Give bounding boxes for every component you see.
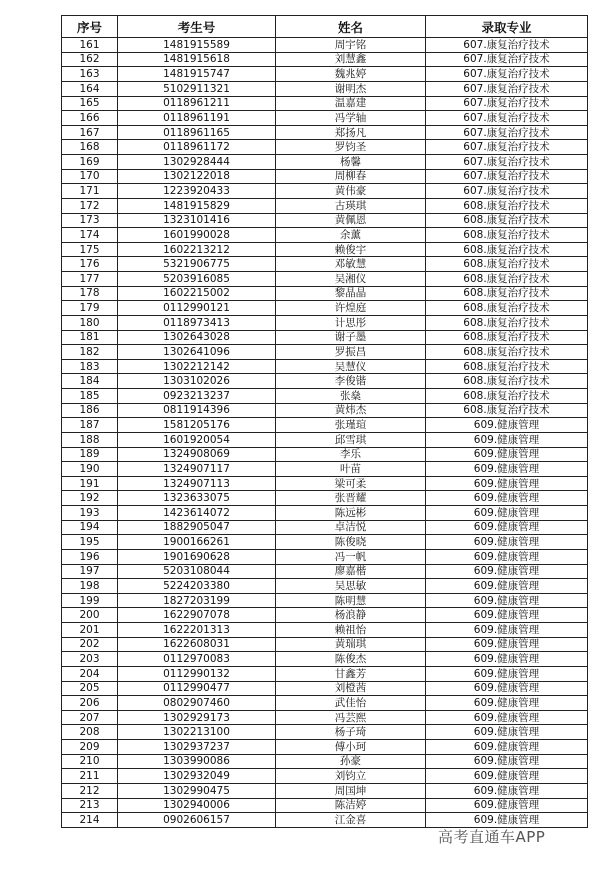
cell-seq: 211	[62, 769, 118, 784]
table-row	[62, 286, 588, 301]
cell-seq: 186	[62, 403, 118, 418]
table-row	[62, 96, 588, 111]
cell-seq: 184	[62, 374, 118, 389]
cell-seq: 189	[62, 447, 118, 462]
cell-major: 608.康复治疗技术	[426, 198, 588, 213]
table-row	[62, 198, 588, 213]
cell-major: 609.健康管理	[426, 652, 588, 667]
table-row	[62, 125, 588, 140]
table-row	[62, 330, 588, 345]
cell-major: 609.健康管理	[426, 623, 588, 638]
table-row	[62, 81, 588, 96]
cell-seq: 202	[62, 637, 118, 652]
cell-exam-id: 0118973413	[118, 315, 276, 330]
cell-name: 温嘉建	[276, 96, 426, 111]
cell-name: 周柳春	[276, 169, 426, 184]
cell-seq: 193	[62, 506, 118, 521]
cell-major: 607.康复治疗技术	[426, 140, 588, 155]
table-row	[62, 725, 588, 740]
cell-name: 甘鑫芳	[276, 666, 426, 681]
cell-name: 吴思敏	[276, 579, 426, 594]
cell-exam-id: 5203108044	[118, 564, 276, 579]
cell-exam-id: 1303990086	[118, 754, 276, 769]
cell-major: 609.健康管理	[426, 725, 588, 740]
cell-name: 魏兆婷	[276, 67, 426, 82]
table-row	[62, 462, 588, 477]
cell-exam-id: 0802907460	[118, 696, 276, 711]
cell-major: 609.健康管理	[426, 432, 588, 447]
cell-exam-id: 1602213212	[118, 242, 276, 257]
table-row	[62, 491, 588, 506]
cell-exam-id: 1324907117	[118, 462, 276, 477]
cell-name: 计思彤	[276, 315, 426, 330]
cell-major: 608.康复治疗技术	[426, 345, 588, 360]
cell-major: 609.健康管理	[426, 637, 588, 652]
cell-seq: 173	[62, 213, 118, 228]
cell-seq: 208	[62, 725, 118, 740]
cell-major: 608.康复治疗技术	[426, 374, 588, 389]
cell-exam-id: 0118961191	[118, 111, 276, 126]
table-row	[62, 447, 588, 462]
cell-exam-id: 0112990477	[118, 681, 276, 696]
table-row	[62, 769, 588, 784]
cell-major: 609.健康管理	[426, 798, 588, 813]
table-header	[62, 16, 588, 38]
cell-name: 黄瑞琪	[276, 637, 426, 652]
cell-exam-id: 1622608031	[118, 637, 276, 652]
table-body	[62, 38, 588, 828]
cell-name: 张晋耀	[276, 491, 426, 506]
cell-exam-id: 1302213100	[118, 725, 276, 740]
cell-seq: 163	[62, 67, 118, 82]
cell-exam-id: 1302990475	[118, 783, 276, 798]
table-row	[62, 242, 588, 257]
cell-exam-id: 1602215002	[118, 286, 276, 301]
cell-name: 江金喜	[276, 813, 426, 828]
cell-seq: 175	[62, 242, 118, 257]
cell-major: 609.健康管理	[426, 666, 588, 681]
cell-seq: 176	[62, 257, 118, 272]
table-row	[62, 389, 588, 404]
cell-exam-id: 1302932049	[118, 769, 276, 784]
cell-name: 李俊锴	[276, 374, 426, 389]
table-row	[62, 520, 588, 535]
cell-major: 609.健康管理	[426, 462, 588, 477]
table-row	[62, 52, 588, 67]
cell-seq: 188	[62, 432, 118, 447]
cell-seq: 182	[62, 345, 118, 360]
table-row	[62, 623, 588, 638]
cell-name: 傅小珂	[276, 740, 426, 755]
cell-exam-id: 1302641096	[118, 345, 276, 360]
cell-seq: 203	[62, 652, 118, 667]
cell-seq: 191	[62, 476, 118, 491]
cell-exam-id: 0112970083	[118, 652, 276, 667]
header-major: 录取专业	[426, 16, 588, 38]
cell-seq: 167	[62, 125, 118, 140]
cell-major: 608.康复治疗技术	[426, 228, 588, 243]
cell-seq: 164	[62, 81, 118, 96]
cell-major: 607.康复治疗技术	[426, 111, 588, 126]
cell-seq: 170	[62, 169, 118, 184]
cell-name: 杨浪静	[276, 608, 426, 623]
table-row	[62, 506, 588, 521]
cell-name: 杨馨	[276, 155, 426, 170]
cell-seq: 195	[62, 535, 118, 550]
table-row	[62, 476, 588, 491]
header-exam-id: 考生号	[118, 16, 276, 38]
cell-seq: 162	[62, 52, 118, 67]
cell-major: 609.健康管理	[426, 696, 588, 711]
cell-exam-id: 5321906775	[118, 257, 276, 272]
cell-exam-id: 1900166261	[118, 535, 276, 550]
table-row	[62, 549, 588, 564]
table-row	[62, 637, 588, 652]
cell-exam-id: 1302122018	[118, 169, 276, 184]
cell-seq: 180	[62, 315, 118, 330]
cell-major: 607.康复治疗技术	[426, 81, 588, 96]
cell-name: 张瑾瑄	[276, 418, 426, 433]
cell-exam-id: 1901690628	[118, 549, 276, 564]
cell-major: 609.健康管理	[426, 740, 588, 755]
table-row	[62, 652, 588, 667]
table-row	[62, 213, 588, 228]
cell-exam-id: 1622201313	[118, 623, 276, 638]
cell-seq: 168	[62, 140, 118, 155]
cell-exam-id: 0118961172	[118, 140, 276, 155]
cell-seq: 178	[62, 286, 118, 301]
cell-major: 608.康复治疗技术	[426, 359, 588, 374]
cell-major: 609.健康管理	[426, 447, 588, 462]
cell-seq: 161	[62, 38, 118, 53]
cell-seq: 210	[62, 754, 118, 769]
table-row	[62, 184, 588, 199]
cell-seq: 200	[62, 608, 118, 623]
cell-exam-id: 0811914396	[118, 403, 276, 418]
cell-seq: 209	[62, 740, 118, 755]
cell-exam-id: 1302929173	[118, 710, 276, 725]
table-row	[62, 140, 588, 155]
cell-exam-id: 1481915747	[118, 67, 276, 82]
cell-name: 梁可柔	[276, 476, 426, 491]
cell-seq: 192	[62, 491, 118, 506]
table-row	[62, 696, 588, 711]
cell-major: 608.康复治疗技术	[426, 257, 588, 272]
table-row	[62, 593, 588, 608]
cell-major: 609.健康管理	[426, 476, 588, 491]
cell-major: 609.健康管理	[426, 535, 588, 550]
cell-exam-id: 1323101416	[118, 213, 276, 228]
cell-major: 608.康复治疗技术	[426, 389, 588, 404]
cell-major: 609.健康管理	[426, 769, 588, 784]
cell-exam-id: 0923213237	[118, 389, 276, 404]
cell-major: 607.康复治疗技术	[426, 38, 588, 53]
cell-seq: 207	[62, 710, 118, 725]
cell-major: 609.健康管理	[426, 549, 588, 564]
cell-exam-id: 0118961211	[118, 96, 276, 111]
cell-exam-id: 1622907078	[118, 608, 276, 623]
cell-seq: 206	[62, 696, 118, 711]
cell-seq: 165	[62, 96, 118, 111]
cell-name: 卓洁悦	[276, 520, 426, 535]
cell-major: 608.康复治疗技术	[426, 213, 588, 228]
cell-exam-id: 1481915618	[118, 52, 276, 67]
table-row	[62, 754, 588, 769]
cell-major: 609.健康管理	[426, 564, 588, 579]
table-row	[62, 564, 588, 579]
cell-seq: 190	[62, 462, 118, 477]
cell-name: 武佳怡	[276, 696, 426, 711]
cell-exam-id: 1581205176	[118, 418, 276, 433]
cell-seq: 214	[62, 813, 118, 828]
cell-exam-id: 5203916085	[118, 272, 276, 287]
header-row	[62, 16, 588, 38]
cell-major: 608.康复治疗技术	[426, 272, 588, 287]
cell-name: 刘钧立	[276, 769, 426, 784]
table-row	[62, 535, 588, 550]
cell-exam-id: 0112990132	[118, 666, 276, 681]
cell-major: 609.健康管理	[426, 783, 588, 798]
cell-exam-id: 1481915829	[118, 198, 276, 213]
cell-exam-id: 1302928444	[118, 155, 276, 170]
table-row	[62, 301, 588, 316]
table-row	[62, 608, 588, 623]
cell-seq: 181	[62, 330, 118, 345]
cell-major: 607.康复治疗技术	[426, 52, 588, 67]
cell-major: 609.健康管理	[426, 710, 588, 725]
cell-name: 黄伟豪	[276, 184, 426, 199]
cell-exam-id: 1302940006	[118, 798, 276, 813]
cell-seq: 197	[62, 564, 118, 579]
cell-major: 608.康复治疗技术	[426, 315, 588, 330]
cell-exam-id: 0112990121	[118, 301, 276, 316]
cell-major: 607.康复治疗技术	[426, 96, 588, 111]
table-row	[62, 418, 588, 433]
cell-exam-id: 1323633075	[118, 491, 276, 506]
cell-major: 609.健康管理	[426, 608, 588, 623]
table-row	[62, 740, 588, 755]
cell-name: 许煌庭	[276, 301, 426, 316]
cell-exam-id: 1601990028	[118, 228, 276, 243]
table-row	[62, 155, 588, 170]
cell-major: 609.健康管理	[426, 506, 588, 521]
cell-exam-id: 1601920054	[118, 432, 276, 447]
cell-major: 609.健康管理	[426, 681, 588, 696]
cell-name: 赖俊宇	[276, 242, 426, 257]
cell-major: 608.康复治疗技术	[426, 403, 588, 418]
cell-exam-id: 1882905047	[118, 520, 276, 535]
cell-exam-id: 5224203380	[118, 579, 276, 594]
admission-table	[61, 15, 588, 828]
cell-seq: 196	[62, 549, 118, 564]
cell-exam-id: 0902606157	[118, 813, 276, 828]
cell-exam-id: 1302212142	[118, 359, 276, 374]
cell-exam-id: 1302937237	[118, 740, 276, 755]
cell-seq: 174	[62, 228, 118, 243]
cell-exam-id: 1827203199	[118, 593, 276, 608]
cell-exam-id: 1303102026	[118, 374, 276, 389]
cell-name: 邱雪琪	[276, 432, 426, 447]
cell-name: 罗振昌	[276, 345, 426, 360]
cell-name: 郑扬凡	[276, 125, 426, 140]
cell-name: 陈远彬	[276, 506, 426, 521]
cell-seq: 187	[62, 418, 118, 433]
watermark: 高考直通车APP	[438, 828, 546, 846]
cell-major: 608.康复治疗技术	[426, 301, 588, 316]
cell-seq: 166	[62, 111, 118, 126]
cell-name: 周宇铭	[276, 38, 426, 53]
cell-seq: 169	[62, 155, 118, 170]
cell-seq: 212	[62, 783, 118, 798]
cell-exam-id: 1324907113	[118, 476, 276, 491]
cell-major: 607.康复治疗技术	[426, 125, 588, 140]
cell-seq: 199	[62, 593, 118, 608]
cell-seq: 171	[62, 184, 118, 199]
cell-name: 罗钧圣	[276, 140, 426, 155]
cell-name: 黄炜杰	[276, 403, 426, 418]
cell-name: 李乐	[276, 447, 426, 462]
cell-seq: 179	[62, 301, 118, 316]
cell-name: 廖嘉楷	[276, 564, 426, 579]
cell-exam-id: 1481915589	[118, 38, 276, 53]
cell-name: 陈明慧	[276, 593, 426, 608]
cell-major: 608.康复治疗技术	[426, 330, 588, 345]
cell-major: 609.健康管理	[426, 754, 588, 769]
cell-name: 孙豪	[276, 754, 426, 769]
cell-name: 黎晶晶	[276, 286, 426, 301]
cell-seq: 198	[62, 579, 118, 594]
cell-name: 吴慧仪	[276, 359, 426, 374]
table-row	[62, 345, 588, 360]
cell-name: 冯一帆	[276, 549, 426, 564]
table-row	[62, 359, 588, 374]
table-row	[62, 169, 588, 184]
table-row	[62, 38, 588, 53]
cell-name: 周国坤	[276, 783, 426, 798]
cell-seq: 194	[62, 520, 118, 535]
cell-major: 609.健康管理	[426, 593, 588, 608]
cell-major: 607.康复治疗技术	[426, 184, 588, 199]
header-name: 姓名	[276, 16, 426, 38]
cell-major: 607.康复治疗技术	[426, 155, 588, 170]
cell-name: 古瑛琪	[276, 198, 426, 213]
cell-name: 陈俊晓	[276, 535, 426, 550]
cell-name: 谢子墨	[276, 330, 426, 345]
cell-name: 冯学轴	[276, 111, 426, 126]
cell-seq: 177	[62, 272, 118, 287]
cell-exam-id: 1302643028	[118, 330, 276, 345]
table-row	[62, 666, 588, 681]
cell-major: 607.康复治疗技术	[426, 169, 588, 184]
cell-exam-id: 5102911321	[118, 81, 276, 96]
table-row	[62, 111, 588, 126]
cell-major: 608.康复治疗技术	[426, 242, 588, 257]
cell-name: 黄佩恩	[276, 213, 426, 228]
cell-major: 609.健康管理	[426, 418, 588, 433]
table-row	[62, 272, 588, 287]
cell-name: 张燊	[276, 389, 426, 404]
cell-name: 刘橙茜	[276, 681, 426, 696]
table-row	[62, 315, 588, 330]
cell-name: 叶苗	[276, 462, 426, 477]
cell-major: 609.健康管理	[426, 491, 588, 506]
cell-seq: 204	[62, 666, 118, 681]
cell-major: 608.康复治疗技术	[426, 286, 588, 301]
cell-name: 吴湘仪	[276, 272, 426, 287]
cell-name: 邓敏慧	[276, 257, 426, 272]
cell-name: 余薰	[276, 228, 426, 243]
table-row	[62, 432, 588, 447]
table-row	[62, 710, 588, 725]
cell-major: 607.康复治疗技术	[426, 67, 588, 82]
cell-name: 谢明杰	[276, 81, 426, 96]
cell-exam-id: 0118961165	[118, 125, 276, 140]
table-row	[62, 257, 588, 272]
table-row	[62, 681, 588, 696]
cell-name: 刘慧鑫	[276, 52, 426, 67]
table-row	[62, 783, 588, 798]
cell-major: 609.健康管理	[426, 579, 588, 594]
cell-name: 赖祖怡	[276, 623, 426, 638]
cell-exam-id: 1223920433	[118, 184, 276, 199]
cell-name: 冯芸熙	[276, 710, 426, 725]
table-row	[62, 67, 588, 82]
table-row	[62, 798, 588, 813]
cell-seq: 201	[62, 623, 118, 638]
cell-seq: 185	[62, 389, 118, 404]
cell-major: 609.健康管理	[426, 520, 588, 535]
cell-seq: 183	[62, 359, 118, 374]
cell-seq: 172	[62, 198, 118, 213]
table-row	[62, 579, 588, 594]
cell-major: 609.健康管理	[426, 813, 588, 828]
cell-name: 陈俊杰	[276, 652, 426, 667]
table-row	[62, 228, 588, 243]
cell-name: 陈洁婷	[276, 798, 426, 813]
cell-seq: 213	[62, 798, 118, 813]
cell-exam-id: 1324908069	[118, 447, 276, 462]
table-row	[62, 374, 588, 389]
cell-exam-id: 1423614072	[118, 506, 276, 521]
header-seq: 序号	[62, 16, 118, 38]
cell-name: 杨子琦	[276, 725, 426, 740]
cell-seq: 205	[62, 681, 118, 696]
table-row	[62, 403, 588, 418]
